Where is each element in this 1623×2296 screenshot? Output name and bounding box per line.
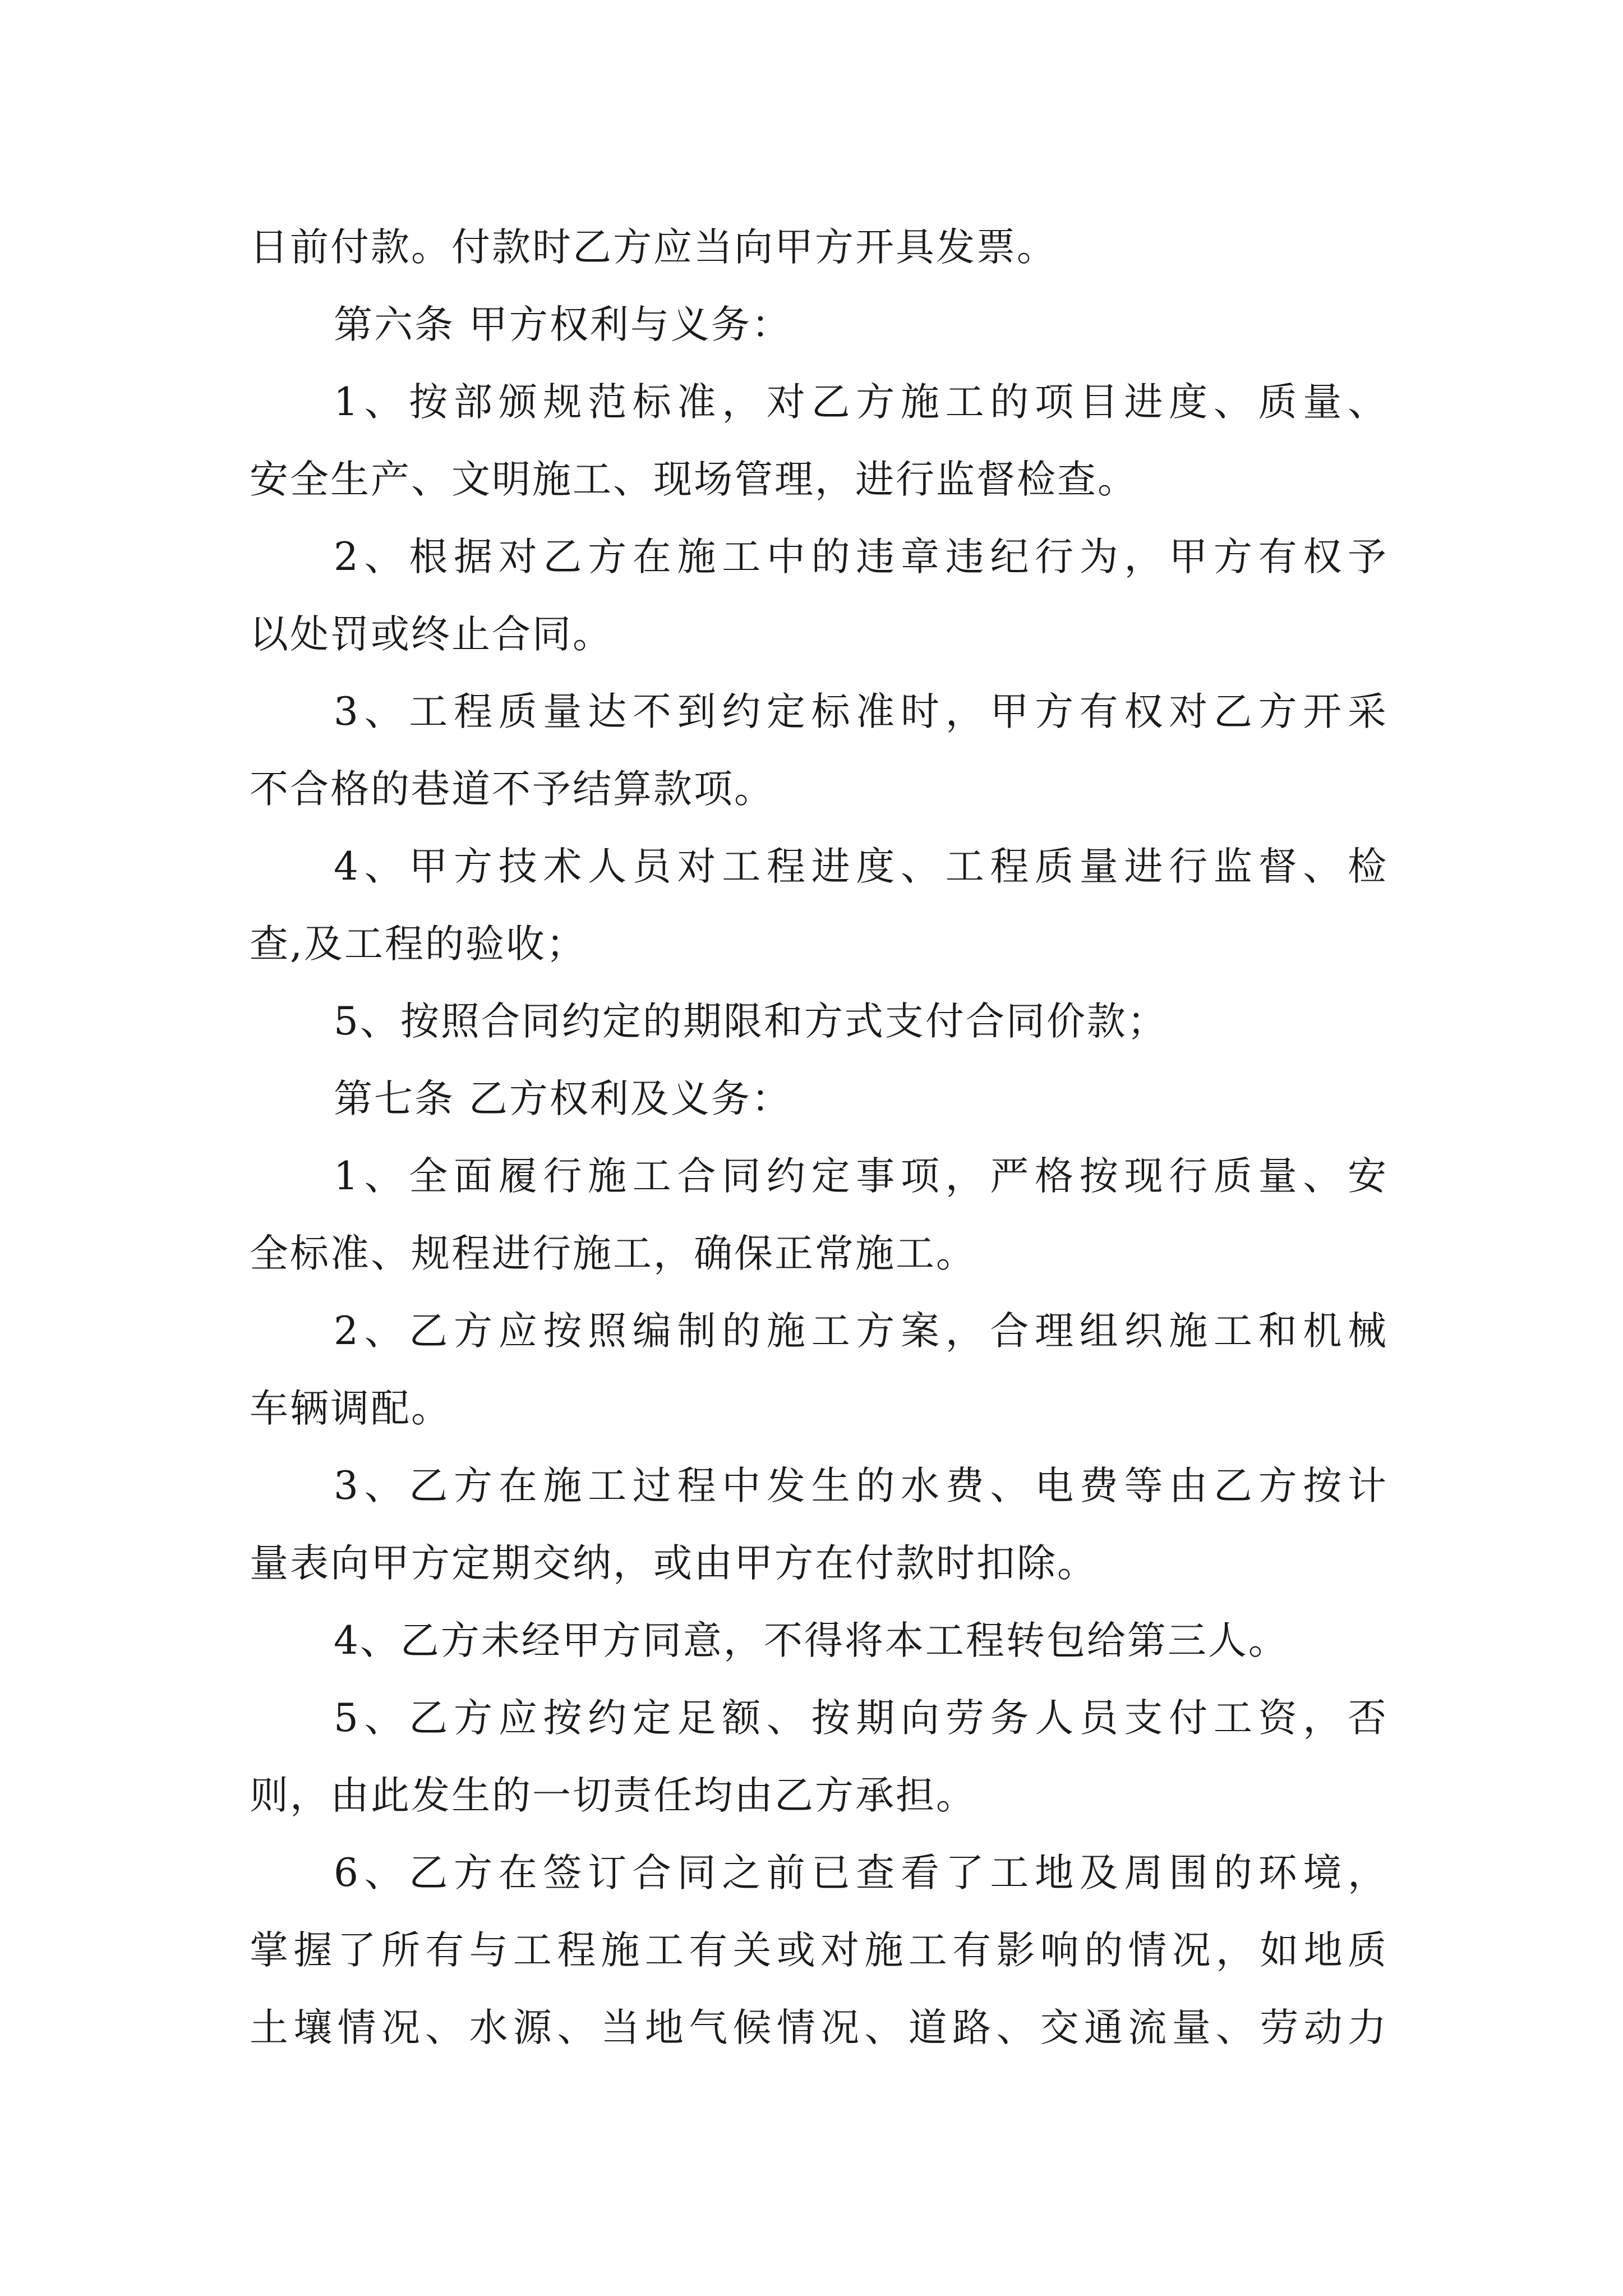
text-line: 日前付款。付款时乙方应当向甲方开具发票。	[250, 225, 1057, 270]
section-heading: 第七条 乙方权利及义务：	[334, 1076, 792, 1121]
text-line: 1、全面履行施工合同约定事项，严格按现行质量、安	[334, 1154, 1388, 1199]
text-line: 不合格的巷道不予结算款项。	[250, 767, 774, 812]
text-line: 3、乙方在施工过程中发生的水费、电费等由乙方按计	[334, 1464, 1388, 1508]
section-heading: 第六条 甲方权利与义务：	[334, 302, 792, 347]
text-line: 查,及工程的验收；	[250, 922, 587, 967]
text-line: 土壤情况、水源、当地气候情况、道路、交通流量、劳动力	[250, 2005, 1388, 2050]
document-body	[250, 209, 1388, 2067]
text-line: 车辆调配。	[250, 1386, 451, 1431]
text-line: 全标准、规程进行施工，确保正常施工。	[250, 1231, 976, 1276]
text-line: 6、乙方在签订合同之前已查看了工地及周围的环境，	[334, 1851, 1388, 1895]
text-line: 安全生产、文明施工、现场管理，进行监督检查。	[250, 457, 1138, 502]
text-line: 2、根据对乙方在施工中的违章违纪行为，甲方有权予	[334, 535, 1388, 579]
text-line: 量表向甲方定期交纳，或由甲方在付款时扣除。	[250, 1541, 1098, 1586]
text-line: 以处罚或终止合同。	[250, 612, 613, 657]
text-line: 5、乙方应按约定足额、按期向劳务人员支付工资，否	[334, 1696, 1388, 1741]
text-line: 则，由此发生的一切责任均由乙方承担。	[250, 1773, 976, 1818]
text-line: 4、乙方未经甲方同意，不得将本工程转包给第三人。	[334, 1618, 1289, 1663]
text-line: 2、乙方应按照编制的施工方案，合理组织施工和机械	[334, 1309, 1388, 1354]
text-line: 4、甲方技术人员对工程进度、工程质量进行监督、检	[334, 844, 1388, 889]
text-line: 3、工程质量达不到约定标准时，甲方有权对乙方开采	[334, 689, 1388, 734]
text-line: 1、按部颁规范标准，对乙方施工的项目进度、质量、	[334, 380, 1388, 425]
text-line: 5、按照合同约定的期限和方式支付合同价款；	[334, 999, 1168, 1044]
text-line: 掌握了所有与工程施工有关或对施工有影响的情况，如地质	[250, 1928, 1388, 1973]
